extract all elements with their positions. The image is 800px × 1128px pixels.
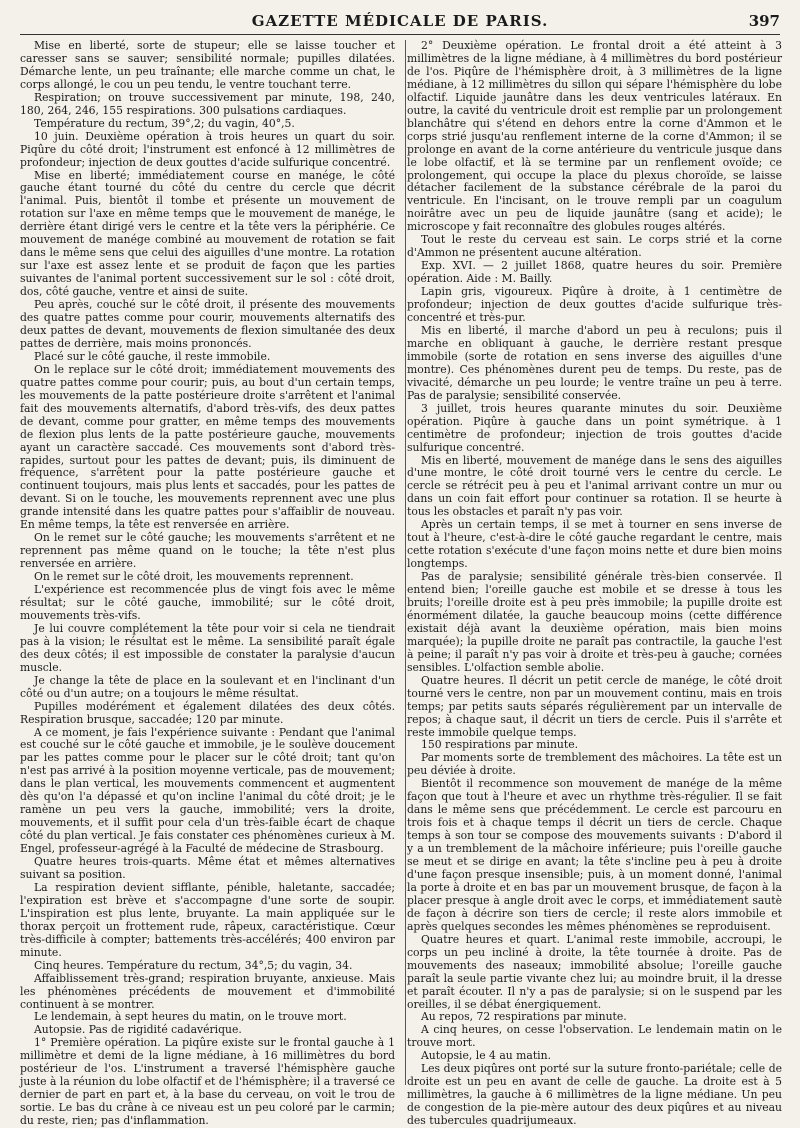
- paragraph: Peu après, couché sur le côté droit, il présente des mouvements des quatre pattes comme pour courir, mouvements alternatifs des deux pattes de devant, mouvements de flexion simultanée des deux pattes de derrière, mais moins prononcés.: [20, 298, 395, 350]
- paragraph: Mis en liberté, il marche d'abord un peu à reculons; puis il marche en obliquant à gauche, le derrière restant presque immobile (sorte de rotation en sens inverse des aiguilles d'une montre). Ces phénomènes durent peu de temps. Du reste, pas de vivacité, démarche un peu lourde; le ventre traîne un peu à terre. Pas de paralysie; sensibilité conservée.: [407, 323, 782, 402]
- paragraph: Je lui couvre complétement la tête pour voir si cela ne tiendrait pas à la vision; le résultat est le même. La sensibilité paraît égale des deux côtés; il est impossible de constater la paralysie d'aucun muscle.: [20, 621, 395, 674]
- paragraph: Après un certain temps, il se met à tourner en sens inverse de tout à l'heure, c'est-à-dire le côté gauche regardant le centre, mais cette rotation s'exécute d'une façon moins nette et dure bien moins longtemps.: [407, 518, 782, 571]
- paragraph: Respiration; on trouve successivement par minute, 198, 240, 180, 264, 246, 155 respirations. 300 pulsations cardiaques.: [20, 90, 395, 117]
- paragraph: Quatre heures et quart. L'animal reste immobile, accroupi, le corps un peu incliné à droite, la tête tournée à droite. Pas de mouvements des naseaux; immobilité absolue; l'oreille gauche paraît la seule partie vivante chez lui; au moindre bruit, il la dresse et paraît écouter. Il n'y a pas de paralysie; si on le suspend par les oreilles, il se débat énergiquement.: [407, 932, 782, 1011]
- paragraph: A cinq heures, on cesse l'observation. Le lendemain matin on le trouve mort.: [407, 1023, 782, 1050]
- paragraph: Au repos, 72 respirations par minute.: [421, 1010, 627, 1024]
- paragraph: Pupilles modérément et également dilatées des deux côtés. Respiration brusque, saccadée; 120 par minute.: [20, 699, 395, 726]
- paragraph: Pas de paralysie; sensibilité générale très-bien conservée. Il entend bien; l'oreille gauche est mobile et se dresse à tous les bruits; l'oreille droite est à peu près immobile; la pupille droite est énormément dilatée, la gauche beaucoup moins (cette différence existait déjà avant la deuxième opération, mais bien moins marquée); la pupille droite ne paraît pas contractile, la gauche l'est à peine; il paraît n'y pas voir à droite et très-peu à gauche; cornées sensibles. L'olfaction semble abolie.: [407, 570, 782, 674]
- paragraph: La respiration devient sifflante, pénible, haletante, saccadée; l'expiration est brève et s'accompagne d'une sorte de soupir. L'inspiration est plus lente, bruyante. La main appliquée sur le thorax perçoit un frottement rude, râpeux, caractéristique. Cœur très-difficile à compter; battements très-accélérés; 400 environ par minute.: [20, 880, 395, 959]
- paragraph: Affaiblissement très-grand; respiration bruyante, anxieuse. Mais les phénomènes précédents de mouvement et d'immobilité continuent à se montrer.: [20, 971, 395, 1011]
- paragraph: Lapin gris, vigoureux. Piqûre à droite, à 1 centimètre de profondeur; injection de deux gouttes d'acide sulfurique très-concentré et très-pur.: [407, 285, 782, 325]
- paragraph: Cinq heures. Température du rectum, 34°,5; du vagin, 34.: [34, 958, 353, 972]
- paragraph: Mise en liberté; immédiatement course en manége, le côté gauche étant tourné du côté du centre du cercle que décrit l'animal. Puis, bientôt il tombe et présente un mouvement de rotation sur l'axe en même temps que le mouvement de manége, le derrière étant dirigé vers le centre et la tête vers la périphérie. Ce mouvement de manége combiné au mouvement de rotation se fait dans le même sens que celui des aiguilles d'une montre. La rotation sur l'axe est assez lente et se produit de façon que les parties suivantes de l'animal portent successivement sur le sol : côté droit, dos, côté gauche, ventre et ainsi de suite.: [20, 168, 395, 299]
- paragraph: Mis en liberté, mouvement de manége dans le sens des aiguilles d'une montre, le côté droit tourné vers le centre du cercle. Le cercle se rétrécit peu à peu et l'animal arrivant contre un mur ou dans un coin fait effort pour continuer sa rotation. Il se heurte à tous les obstacles et paraît n'y pas voir.: [407, 453, 782, 519]
- page-header: [20, 8, 780, 35]
- paragraph: Placé sur le côté gauche, il reste immobile.: [34, 349, 271, 363]
- paragraph: On le remet sur le côté gauche; les mouvements s'arrêtent et ne reprennent pas même quand on le touche; la tête n'est plus renversée en arrière.: [20, 531, 395, 571]
- paragraph: Température du rectum, 39°,2; du vagin, 40°,5.: [34, 116, 295, 130]
- paragraph: Les deux piqûres ont porté sur la suture fronto-pariétale; celle de droite est un peu en avant de celle de gauche. La droite est à 5 millimètres, la gauche à 6 millimètres de la ligne médiane. Un peu de congestion de la pie-mère autour des deux piqûres et au niveau des tubercules quadrijumeaux.: [407, 1062, 782, 1128]
- paragraph: Autopsie. Pas de rigidité cadavérique.: [34, 1023, 242, 1037]
- text-columns: [20, 39, 782, 1128]
- left-column: [20, 39, 395, 1128]
- paragraph: L'expérience est recommencée plus de vingt fois avec le même résultat; sur le côté gauche, immobilité; sur le côté droit, mouvements très-vifs.: [20, 583, 395, 622]
- paragraph: Autopsie, le 4 au matin.: [421, 1049, 552, 1063]
- paragraph: On le remet sur le côté droit, les mouvements reprennent.: [34, 570, 354, 584]
- paragraph: 10 juin. Deuxième opération à trois heures un quart du soir. Piqûre du côté droit; l'instrument est enfoncé à 12 millimètres de profondeur; injection de deux gouttes d'acide sulfurique concentré.: [20, 129, 395, 169]
- paragraph: Quatre heures. Il décrit un petit cercle de manége, le côté droit tourné vers le centre, non par un mouvement continu, mais en trois temps; par petits sauts séparés régulièrement par un intervalle de repos; à chaque saut, il décrit un tiers de cercle. Puis il s'arrête et reste immobile quelque temps.: [407, 673, 782, 739]
- page-number: 397: [748, 12, 780, 30]
- paragraph: Exp. XVI. — 2 juillet 1868, quatre heures du soir. Première opération. Aide : M. Bailly.: [407, 259, 782, 286]
- paragraph: Bientôt il recommence son mouvement de manége de la même façon que tout à l'heure et avec un rhythme très-régulier. Il se fait dans le même sens que précédemment. Le cercle est parcouru en trois fois et à chaque temps il décrit un tiers de cercle. Chaque temps à son tour se compose des mouvements suivants : D'abord il y a un tremblement de la mâchoire inférieure; puis l'oreille gauche se meut et se dirige en avant; la tête s'incline peu à peu à droite d'une façon presque insensible; puis, à un moment donné, l'animal la porte à droite et en bas par un mouvement brusque, de façon à la placer presque à angle droit avec le corps, et immédiatement sautè de façon à décrire son tiers de cercle; il reste alors immobile et après quelques secondes les mêmes phénomènes se reproduisent.: [407, 777, 782, 933]
- paragraph: A ce moment, je fais l'expérience suivante : Pendant que l'animal est couché sur le côté gauche et immobile, je le soulève doucement par les pattes comme pour le placer sur le côté droit; tant qu'on n'est pas arrivé à la position moyenne verticale, pas de mouvement; dans le plan vertical, les mouvements commencent et augmentent dès qu'on l'a dépassé et qu'on incline l'animal du côté droit; je le ramène un peu vers la gauche, immobilité; vers la droite, mouvements, et il suffit pour cela d'un très-faible écart de chaque côté du plan vertical. Je fais constater ces phénomènes curieux à M. Engel, professeur-agrégé à la Faculté de médecine de Strasbourg.: [20, 725, 395, 856]
- right-column: [407, 39, 782, 1128]
- paragraph: Mise en liberté, sorte de stupeur; elle se laisse toucher et caresser sans se sauver; sensibilité normale; pupilles dilatées. Démarche lente, un peu traînante; elle marche comme un chat, le corps allongé, le cou un peu tendu, le ventre touchant terre.: [20, 39, 395, 91]
- paragraph: Par moments sorte de tremblement des mâchoires. La tête est un peu déviée à droite.: [407, 751, 782, 778]
- journal-title: GAZETTE MÉDICALE DE PARIS.: [251, 12, 549, 30]
- paragraph: Tout le reste du cerveau est sain. Le corps strié et la corne d'Ammon ne présentent aucune altération.: [407, 233, 782, 260]
- paragraph: 150 respirations par minute.: [421, 738, 579, 752]
- paragraph: Je change la tête de place en la soulevant et en l'inclinant d'un côté ou d'un autre; on a toujours le même résultat.: [20, 673, 395, 700]
- paragraph: 3 juillet, trois heures quarante minutes du soir. Deuxième opération. Piqûre à gauche dans un point symétrique. à 1 centimètre de profondeur; injection de trois gouttes d'acide sulfurique concentré.: [407, 401, 782, 454]
- paragraph: 2° Deuxième opération. Le frontal droit a été atteint à 3 millimètres de la ligne médiane, à 4 millimètres du bord postérieur de l'os. Piqûre de l'hémisphère droit, à 3 millimètres de la ligne médiane, à 12 millimètres du sillon qui sépare l'hémisphère du lobe olfactif. Liquide jaunâtre dans les deux ventricules latéraux. En outre, la cavité du ventricule droit est remplie par un prolongement blanchâtre qui s'étend en dehors entre la corne d'Ammon et le corps strié jusqu'au renflement interne de la corne d'Ammon; il se prolonge en avant de la corne antérieure du ventricule jusque dans le lobe olfactif, et là se termine par un renflement ovoïde; ce prolongement, qui occupe la place du plexus choroïde, se laisse détacher facilement de la substance cérébrale de la paroi du ventricule. En l'incisant, on le trouve rempli par un coagulum noirâtre avec un peu de liquide jaunâtre (sang et acide); le microscope y fait reconnaître des globules rouges altérés.: [407, 39, 782, 234]
- paragraph: Le lendemain, à sept heures du matin, on le trouve mort.: [34, 1010, 347, 1024]
- paragraph: On le replace sur le côté droit; immédiatement mouvements des quatre pattes comme pour courir; puis, au bout d'un certain temps, les mouvements de la patte postérieure droite s'arrêtent et l'animal fait des mouvements alternatifs, d'abord très-vifs, des deux pattes de devant, comme pour gratter, en même temps des mouvements de flexion plus lents de la patte postérieure gauche, mouvements ayant un caractère saccadé. Ces mouvements sont d'abord très-rapides, surtout pour les pattes de devant; puis, ils diminuent de fréquence, s'arrêtent pour la patte postérieure gauche et continuent toujours, mais plus lents et saccadés, pour les pattes de devant. Si on le touche, les mouvements reprennent avec une plus grande intensité dans les quatre pattes pour s'affaiblir de nouveau. En même temps, la tête est renversée en arrière.: [20, 362, 395, 532]
- paragraph: 1° Première opération. La piqûre existe sur le frontal gauche à 1 millimètre et demi de la ligne médiane, à 16 millimètres du bord postérieur de l'os. L'instrument a traversé l'hémisphère gauche juste à la réunion du lobe olfactif et de l'hémisphère; il a traversé ce dernier de part en part et, à la base du cerveau, on voit le trou de sortie. Le bas du crâne à ce niveau est un peu coloré par le carmin; du reste, rien; pas d'inflammation.: [20, 1036, 395, 1128]
- paragraph: Quatre heures trois-quarts. Même état et mêmes alternatives suivant sa position.: [20, 855, 395, 881]
